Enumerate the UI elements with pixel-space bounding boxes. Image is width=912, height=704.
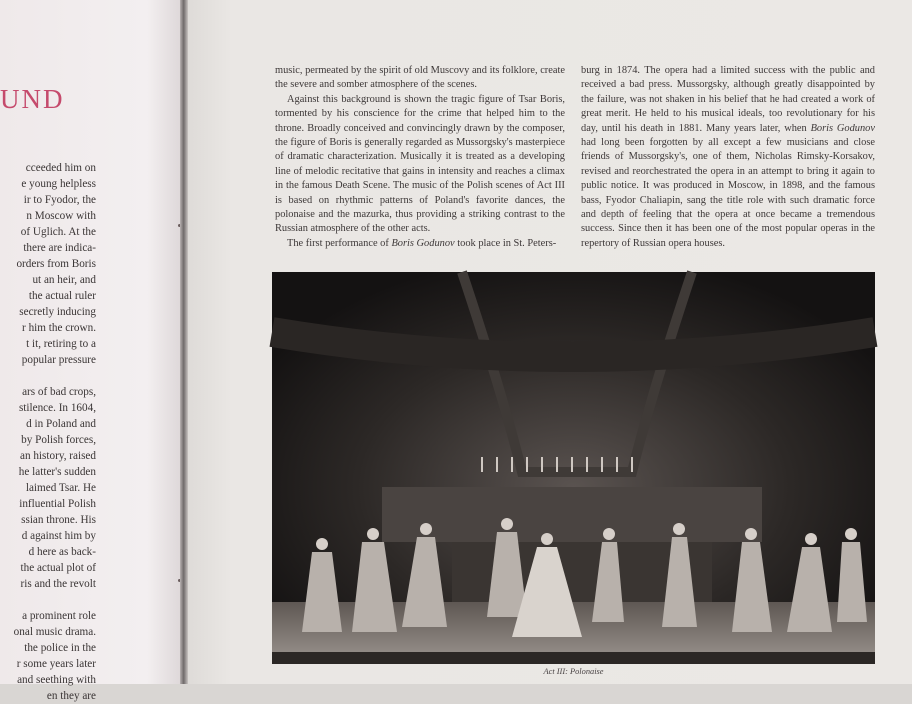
paragraph <box>581 64 875 251</box>
photo-caption: Act III: Polonaise <box>543 667 604 676</box>
opera-title: Boris Godunov <box>391 237 455 249</box>
text-line: ir to Fyodor, the <box>23 194 96 206</box>
paragraph-gap <box>0 592 96 608</box>
text-line: the actual plot of <box>20 562 96 574</box>
text-line: onal music drama. <box>13 626 96 638</box>
text-line: t it, retiring to a <box>26 338 96 350</box>
text-line: popular pressure <box>21 354 96 366</box>
text-line: r some years later <box>16 658 96 670</box>
text-line: ssian throne. His <box>21 514 96 526</box>
text-run: took place in St. Peters- <box>454 237 557 249</box>
stage-footlights <box>272 652 875 664</box>
left-page <box>0 0 184 702</box>
text-line: of Uglich. At the <box>20 226 96 238</box>
text-line: he latter's sudden <box>18 466 96 478</box>
text-line: laimed Tsar. He <box>25 482 96 494</box>
text-line: the police in the <box>24 642 96 654</box>
text-run: The first performance of <box>287 237 392 249</box>
text-line: d against him by <box>21 530 96 542</box>
section-heading: UND <box>0 84 65 114</box>
back-chorus <box>382 487 762 542</box>
book-gutter <box>180 0 188 684</box>
right-page <box>188 0 912 684</box>
text-line: the actual ruler <box>28 290 96 302</box>
text-line: cceeded him on <box>25 162 96 174</box>
text-line: there are indica- <box>23 242 96 254</box>
text-column-1 <box>275 64 565 251</box>
stage-photograph <box>272 272 875 664</box>
text-line: and seething with <box>17 674 96 686</box>
text-line: d in Poland and <box>26 418 96 430</box>
text-run: had long been forgotten by all except a few musicians and close friends of Mussorgsky's, one of them, Nicholas Rimsky-Korsakov, revised and reorchestrated the opera in an attempt to bring it again to public notice. It was produced in Moscow, in 1898, and the famous bass, Fyodor Chaliapin, sang the title role with such dramatic force and depth of feeling that the opera at once became a tremendous success. Since then it has been one of the most popular operas in the repertory of Russian opera houses. <box>581 137 875 249</box>
text-line: e young helpless <box>21 178 96 190</box>
text-line: an history, raised <box>19 450 96 462</box>
text-line: orders from Boris <box>16 258 96 270</box>
text-line: ris and the revolt <box>20 578 96 590</box>
paragraph-gap <box>0 368 96 384</box>
text-line: n Moscow with <box>26 210 96 222</box>
text-line: secretly inducing <box>19 306 96 318</box>
text-line: by Polish forces, <box>21 434 96 446</box>
paragraph <box>275 237 565 251</box>
opera-title: Boris Godunov <box>810 122 875 134</box>
text-column-2 <box>581 64 875 251</box>
left-page-text <box>0 160 96 704</box>
stage-photo-illustration <box>272 272 875 664</box>
text-line: a prominent role <box>22 610 96 622</box>
text-line: ut an heir, and <box>32 274 96 286</box>
paragraph: Against this background is shown the tragic figure of Tsar Boris, tormented by his conscience for the crime that helped him to the throne. Broadly conceived and convincingly drawn by the composer, the figure of Boris is generally regarded as Mussorgsky's masterpiece of dramatic characterization. Musically it is treated as a developing line of melodic recitative that gains in intensity and reaches a climax in the famous Death Scene. The music of the Polish scenes of Act III is based on rhythmic patterns of Poland's favorite dances, the polonaise and the mazurka, thus providing a striking contrast to the Russian atmosphere of the other acts. <box>275 93 565 235</box>
text-line: ars of bad crops, <box>22 386 96 398</box>
text-line: en they are <box>46 690 96 702</box>
text-line: d here as back- <box>28 546 96 558</box>
text-line: influential Polish <box>19 498 96 510</box>
text-run: burg in 1874. The opera had a limited success with the public and received a bad press. Mussorgsky, although greatly disappointed by the failure, was not shaken in his belief that he had created a work of great merit. He held to his musical ideals, too revolutionary for his day, until his death in 1881. Many years later, when <box>581 65 875 134</box>
text-line: stilence. In 1604, <box>18 402 96 414</box>
text-line: r him the crown. <box>22 322 96 334</box>
paragraph: music, permeated by the spirit of old Muscovy and its folklore, create the severe and somber atmosphere of the scenes. <box>275 65 565 91</box>
